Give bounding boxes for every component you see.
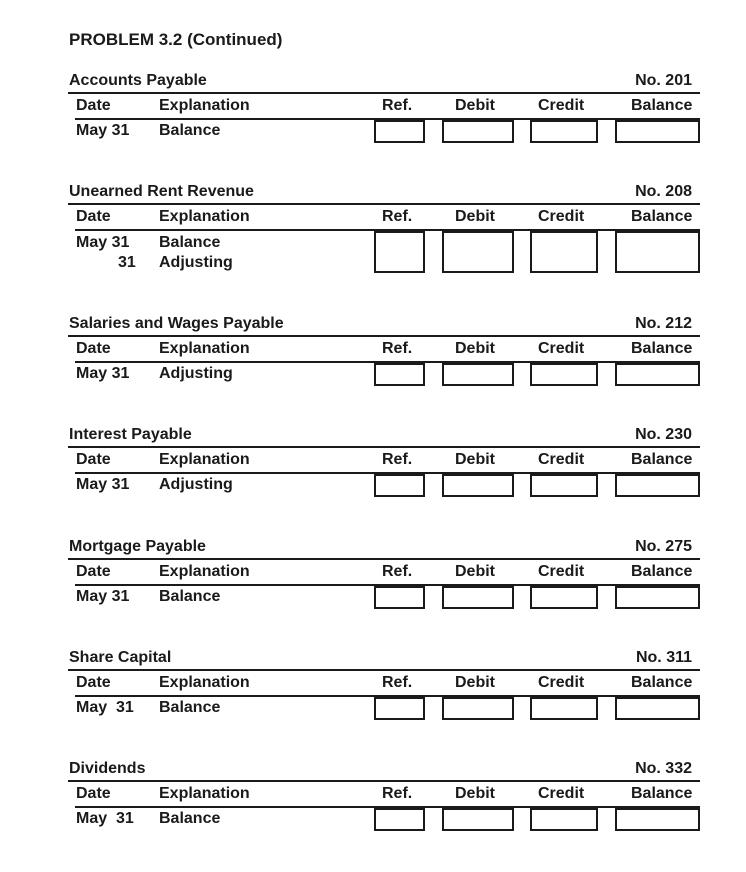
col-credit-header: Credit: [538, 563, 585, 580]
entry-explanation: Balance: [159, 810, 221, 827]
col-ref-header: Ref.: [382, 340, 413, 357]
col-balance-header: Balance: [631, 674, 693, 691]
credit-input-box[interactable]: [530, 231, 598, 273]
balance-input-box[interactable]: [615, 363, 700, 386]
ref-input-box[interactable]: [374, 474, 425, 497]
divider: [68, 669, 700, 671]
col-balance-header: Balance: [631, 97, 693, 114]
col-balance-header: Balance: [631, 208, 693, 225]
col-ref-header: Ref.: [382, 208, 413, 225]
credit-input-box[interactable]: [530, 808, 598, 831]
col-explanation-header: Explanation: [159, 97, 250, 114]
balance-input-box[interactable]: [615, 474, 700, 497]
ref-input-box[interactable]: [374, 586, 425, 609]
col-date-header: Date: [76, 340, 111, 357]
ref-input-box[interactable]: [374, 120, 425, 143]
col-explanation-header: Explanation: [159, 785, 250, 802]
entry-explanation: Adjusting: [159, 365, 233, 382]
account-name: Mortgage Payable: [69, 538, 206, 555]
col-date-header: Date: [76, 451, 111, 468]
balance-input-box[interactable]: [615, 120, 700, 143]
entry-date: May 31: [76, 122, 130, 139]
credit-input-box[interactable]: [530, 474, 598, 497]
debit-input-box[interactable]: [442, 808, 514, 831]
entry-date: 31: [118, 254, 136, 271]
col-explanation-header: Explanation: [159, 340, 250, 357]
debit-input-box[interactable]: [442, 697, 514, 720]
debit-input-box[interactable]: [442, 120, 514, 143]
account-name: Share Capital: [69, 649, 172, 666]
credit-input-box[interactable]: [530, 697, 598, 720]
col-date-header: Date: [76, 97, 111, 114]
account-name: Salaries and Wages Payable: [69, 315, 284, 332]
ref-input-box[interactable]: [374, 231, 425, 273]
col-date-header: Date: [76, 208, 111, 225]
entry-explanation: Balance: [159, 588, 221, 605]
col-ref-header: Ref.: [382, 97, 413, 114]
col-credit-header: Credit: [538, 97, 585, 114]
account-number: No. 212: [635, 315, 692, 332]
account-name: Accounts Payable: [69, 72, 207, 89]
divider: [68, 92, 700, 94]
account-name: Dividends: [69, 760, 146, 777]
credit-input-box[interactable]: [530, 363, 598, 386]
col-credit-header: Credit: [538, 208, 585, 225]
debit-input-box[interactable]: [442, 474, 514, 497]
ref-input-box[interactable]: [374, 697, 425, 720]
debit-input-box[interactable]: [442, 586, 514, 609]
divider: [68, 335, 700, 337]
entry-explanation: Balance: [159, 699, 221, 716]
col-debit-header: Debit: [455, 785, 495, 802]
account-name: Unearned Rent Revenue: [69, 183, 254, 200]
account-number: No. 201: [635, 72, 692, 89]
balance-input-box[interactable]: [615, 586, 700, 609]
entry-date: May 31: [76, 588, 130, 605]
col-explanation-header: Explanation: [159, 451, 250, 468]
ref-input-box[interactable]: [374, 808, 425, 831]
account-number: No. 230: [635, 426, 692, 443]
credit-input-box[interactable]: [530, 586, 598, 609]
page-title: PROBLEM 3.2 (Continued): [69, 30, 283, 49]
entry-explanation: Balance: [159, 234, 221, 251]
col-ref-header: Ref.: [382, 674, 413, 691]
col-debit-header: Debit: [455, 97, 495, 114]
account-name: Interest Payable: [69, 426, 192, 443]
account-number: No. 311: [635, 649, 692, 666]
col-explanation-header: Explanation: [159, 563, 250, 580]
col-debit-header: Debit: [455, 451, 495, 468]
divider: [68, 558, 700, 560]
col-balance-header: Balance: [631, 340, 693, 357]
entry-explanation: Adjusting: [159, 476, 233, 493]
entry-explanation: Balance: [159, 122, 221, 139]
col-debit-header: Debit: [455, 563, 495, 580]
credit-input-box[interactable]: [530, 120, 598, 143]
col-date-header: Date: [76, 674, 111, 691]
balance-input-box[interactable]: [615, 231, 700, 273]
col-explanation-header: Explanation: [159, 674, 250, 691]
col-date-header: Date: [76, 785, 111, 802]
divider: [68, 446, 700, 448]
col-credit-header: Credit: [538, 340, 585, 357]
col-ref-header: Ref.: [382, 563, 413, 580]
col-explanation-header: Explanation: [159, 208, 250, 225]
account-number: No. 332: [635, 760, 692, 777]
ref-input-box[interactable]: [374, 363, 425, 386]
col-balance-header: Balance: [631, 785, 693, 802]
debit-input-box[interactable]: [442, 363, 514, 386]
col-credit-header: Credit: [538, 785, 585, 802]
col-debit-header: Debit: [455, 674, 495, 691]
balance-input-box[interactable]: [615, 697, 700, 720]
balance-input-box[interactable]: [615, 808, 700, 831]
col-balance-header: Balance: [631, 451, 693, 468]
col-credit-header: Credit: [538, 674, 585, 691]
col-balance-header: Balance: [631, 563, 693, 580]
entry-date: May 31: [76, 234, 130, 251]
account-number: No. 208: [635, 183, 692, 200]
debit-input-box[interactable]: [442, 231, 514, 273]
col-ref-header: Ref.: [382, 451, 413, 468]
entry-date: May 31: [76, 699, 134, 716]
col-debit-header: Debit: [455, 208, 495, 225]
account-number: No. 275: [635, 538, 692, 555]
col-debit-header: Debit: [455, 340, 495, 357]
col-ref-header: Ref.: [382, 785, 413, 802]
entry-date: May 31: [76, 810, 134, 827]
col-date-header: Date: [76, 563, 111, 580]
entry-date: May 31: [76, 365, 130, 382]
divider: [68, 780, 700, 782]
divider: [68, 203, 700, 205]
col-credit-header: Credit: [538, 451, 585, 468]
entry-date: May 31: [76, 476, 130, 493]
entry-explanation: Adjusting: [159, 254, 233, 271]
